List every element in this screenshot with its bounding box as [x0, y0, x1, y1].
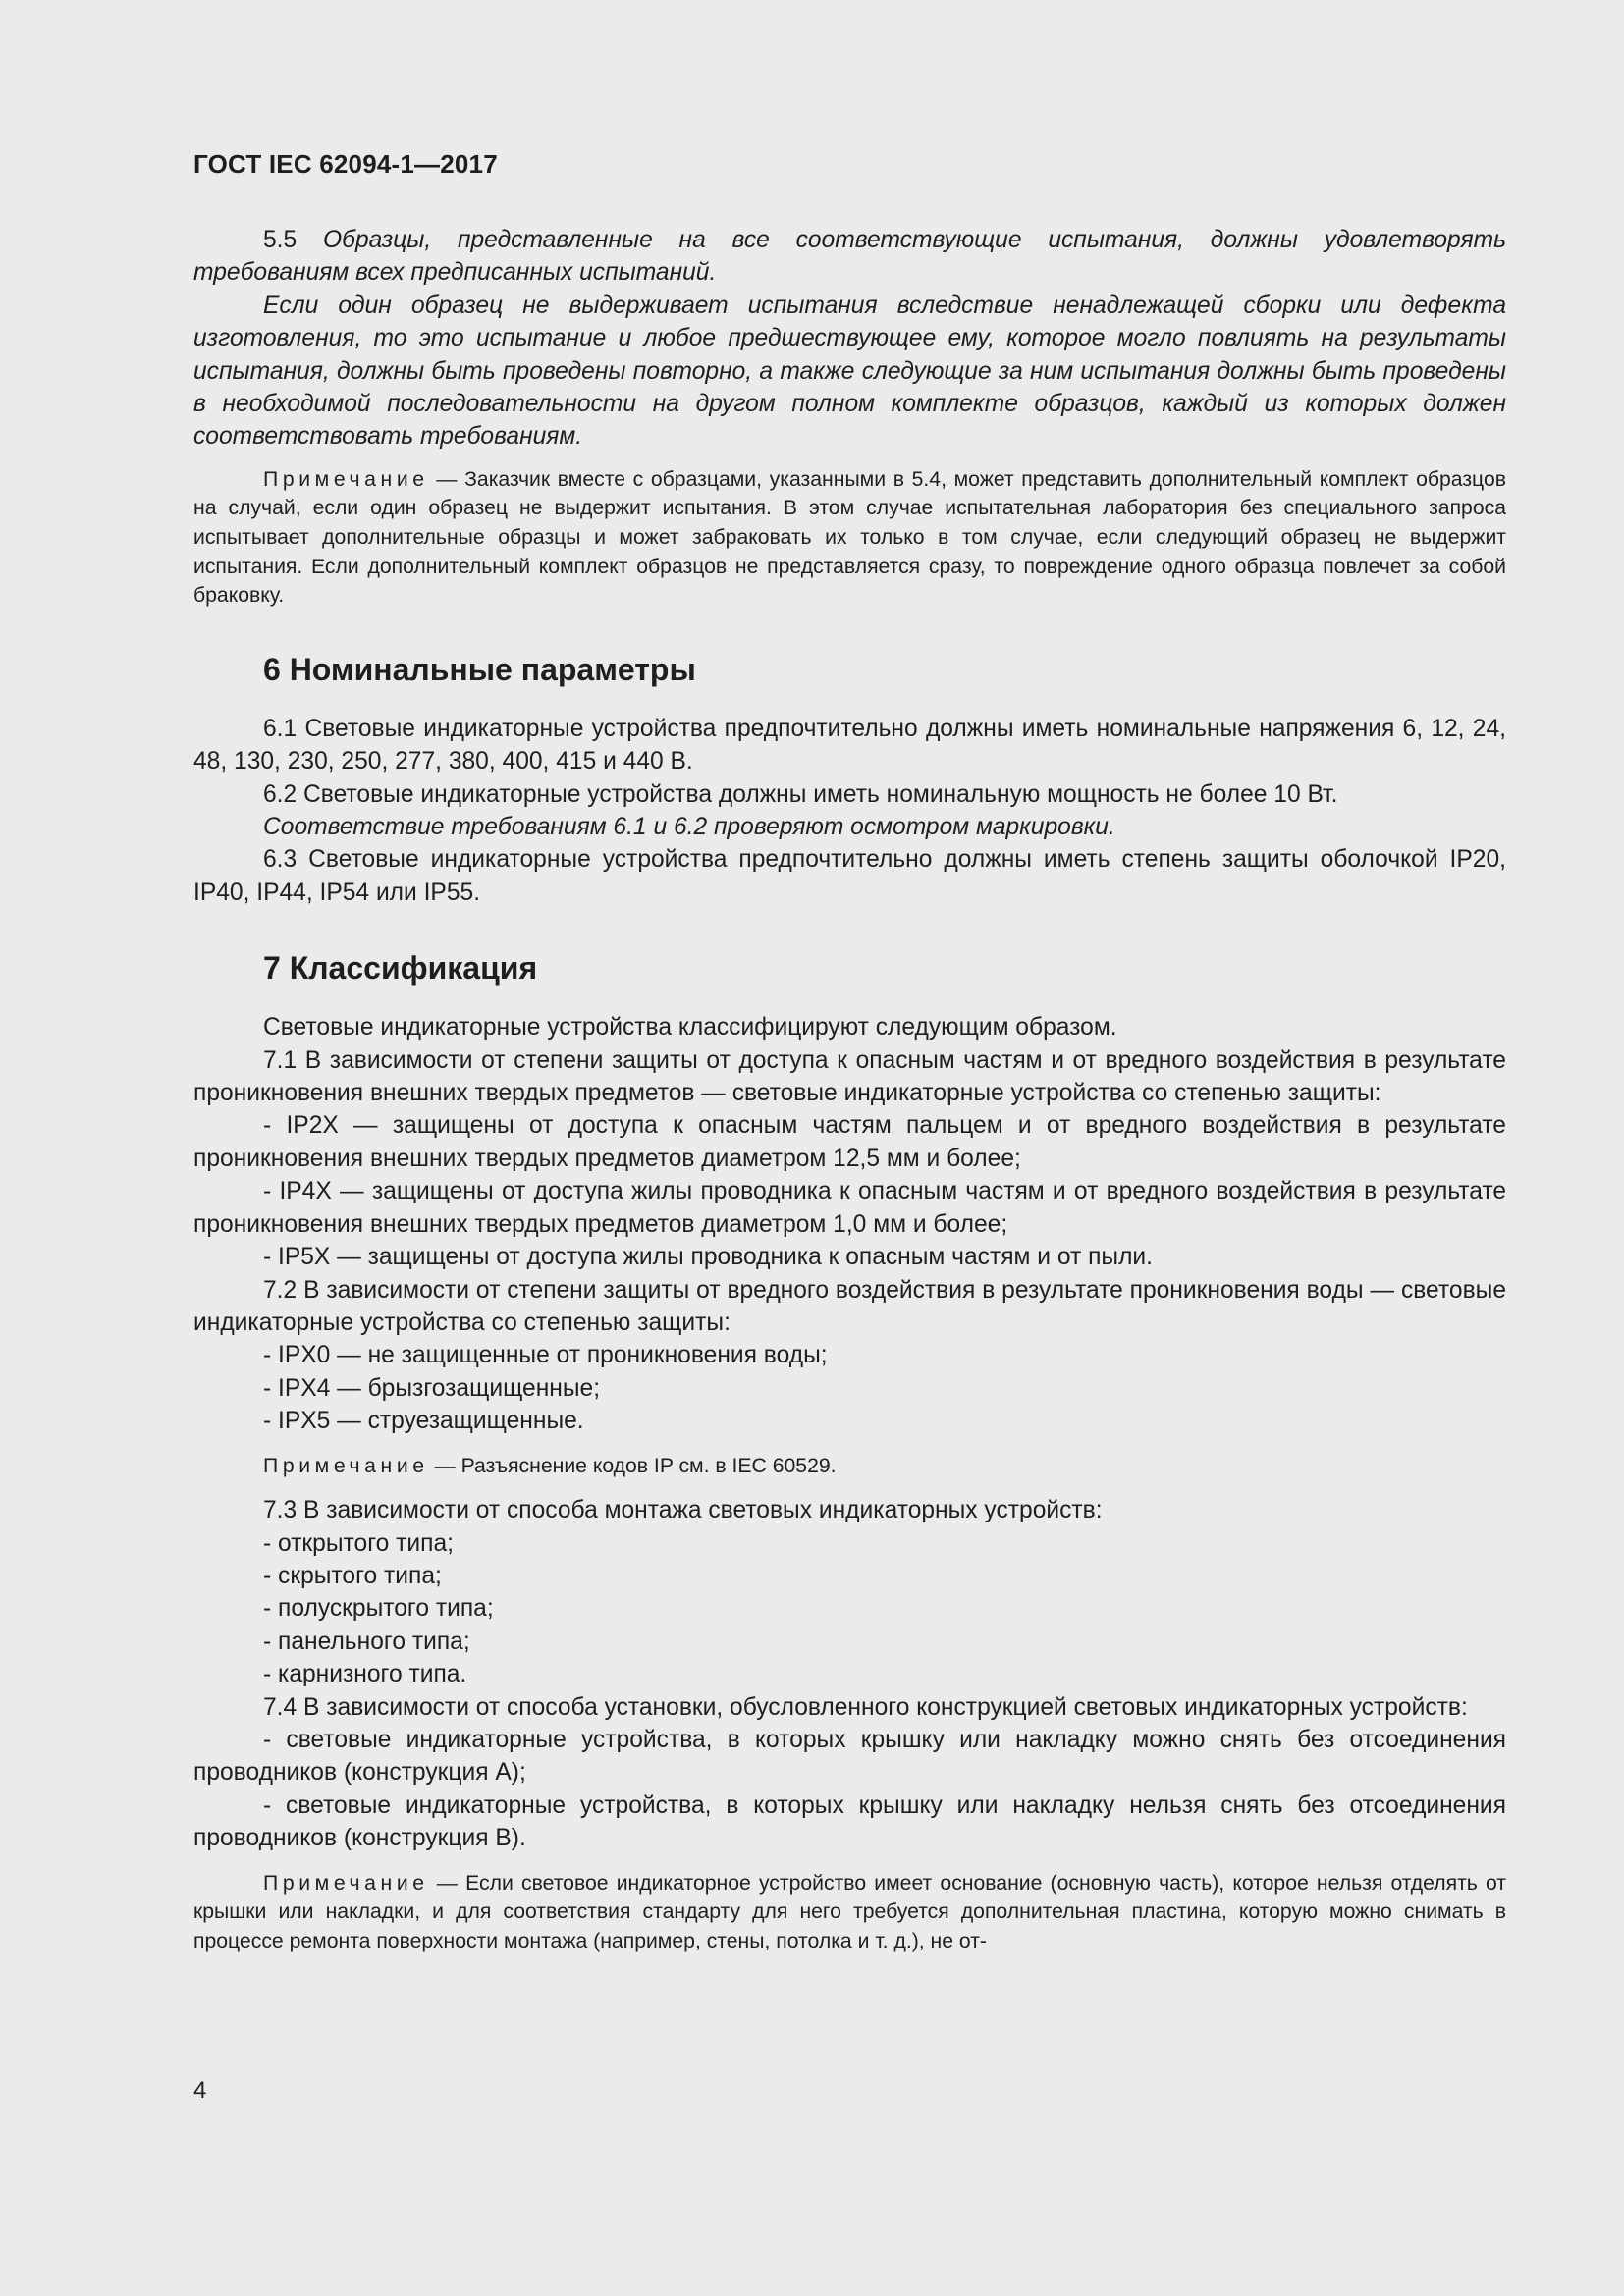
list-item: - полускрытого типа; [263, 1595, 494, 1623]
note-label: Примечание [263, 467, 429, 491]
list-item: - IPX0 — не защищенные от проникновения воды; [263, 1342, 828, 1369]
paragraph-7-1: 7.1 В зависимости от степени защиты от доступа к опасным частям и от вредного воздействия в результате проникновения внешних твердых предметов — световые индикаторные устройства со степенью защиты: [193, 1046, 1506, 1107]
page-number: 4 [193, 2077, 207, 2104]
paragraph-5-5-cont: Если один образец не выдерживает испытания вследствие ненадлежащей сборки или дефекта изготовления, то это испытание и любое предшествующее ему, которое могло повлиять на результаты испытания, должны быть проведены повторно, а также следующие за ним испытания должны быть проведены в необходимой последовательности на другом полном комплекте образцов, каждый из которых должен соответствовать требованиям. [193, 292, 1506, 451]
list-item: - IP4X — защищены от доступа жилы проводника к опасным частям и от вредного воздействия в результате проникновения внешних твердых предметов диаметром 1,0 мм и более; [193, 1178, 1506, 1238]
note-text: — Если световое индикаторное устройство имеет основание (основную часть), которое нельзя отделять от крышки или накладки, и для соответствия стандарту для него требуется дополнительная пластина, которую можно снимать в процессе ремонта поверхности монтажа (например, стены, потолка и т. д.), не от- [193, 1871, 1506, 1952]
note-text: — Разъяснение кодов IP см. в IEC 60529. [428, 1454, 837, 1477]
list-item: - световые индикаторные устройства, в которых крышку или накладку можно снять без отсоединения проводников (конструкция А); [193, 1726, 1506, 1787]
list-item: - IPX5 — струезащищенные. [263, 1408, 584, 1435]
paragraph-7-3: 7.3 В зависимости от способа монтажа световых индикаторных устройств: [263, 1497, 1103, 1524]
note-label: Примечание [263, 1454, 429, 1477]
paragraph-6-1: 6.1 Световые индикаторные устройства предпочтительно должны иметь номинальные напряжения 6, 12, 24, 48, 130, 230, 250, 277, 380, 400, 415 и 440 В. [193, 715, 1506, 775]
list-item: - панельного типа; [263, 1628, 470, 1655]
paragraph-6-3: 6.3 Световые индикаторные устройства предпочтительно должны иметь степень защиты оболочкой IP20, IP40, IP44, IP54 или IP55. [193, 846, 1506, 906]
document-body [193, 224, 1506, 1955]
list-item: - IP2X — защищены от доступа к опасным частям пальцем и от вредного воздействия в результате проникновения внешних твердых предметов диаметром 12,5 мм и более; [193, 1112, 1506, 1172]
list-item: - IP5X — защищены от доступа жилы проводника к опасным частям и от пыли. [263, 1244, 1154, 1271]
list-item: - карнизного типа. [263, 1661, 467, 1688]
note-5-5 [193, 465, 1506, 611]
section-6-heading: 6 Номинальные параметры [263, 651, 696, 687]
list-item: - IPX4 — брызгозащищенные; [263, 1374, 601, 1402]
clause-text: Образцы, представленные на все соответствующие испытания, должны удовлетворять требованиям всех предписанных испытаний. [193, 227, 1507, 287]
clause-number: 5.5 [263, 227, 323, 253]
paragraph-6-2: 6.2 Световые индикаторные устройства должны иметь номинальную мощность не более 10 Вт. [263, 780, 1338, 808]
section-7-heading: 7 Классификация [263, 950, 538, 987]
paragraph-6-2-check: Соответствие требованиям 6.1 и 6.2 проверяют осмотром маркировки. [263, 814, 1115, 841]
paragraph-7-2: 7.2 В зависимости от степени защиты от вредного воздействия в результате проникновения воды — световые индикаторные устройства со степенью защиты: [193, 1276, 1506, 1336]
document-header: ГОСТ IEC 62094-1—2017 [193, 149, 498, 179]
list-item: - открытого типа; [263, 1529, 454, 1557]
list-item: - скрытого типа; [263, 1562, 442, 1589]
note-label: Примечание [263, 1871, 429, 1895]
paragraph-5-5 [193, 224, 1506, 290]
note-7-4 [193, 1869, 1506, 1956]
note-7-2 [193, 1452, 1506, 1481]
paragraph-7-intro: Световые индикаторные устройства классифицируют следующим образом. [263, 1014, 1117, 1041]
paragraph-7-4: 7.4 В зависимости от способа установки, обусловленного конструкцией световых индикаторных устройств: [263, 1693, 1468, 1721]
note-text: — Заказчик вместе с образцами, указанными в 5.4, может представить дополнительный комплект образцов на случай, если один образец не выдержит испытания. В этом случае испытательная лаборатория без специального запроса испытывает дополнительные образцы и может забраковать их только в том случае, если следующий образец не выдержит испытания. Если дополнительный комплект образцов не представляется сразу, то повреждение одного образца повлечет за собой браковку. [193, 467, 1506, 608]
list-item: - световые индикаторные устройства, в которых крышку или накладку нельзя снять без отсоединения проводников (конструкция В). [193, 1791, 1506, 1852]
